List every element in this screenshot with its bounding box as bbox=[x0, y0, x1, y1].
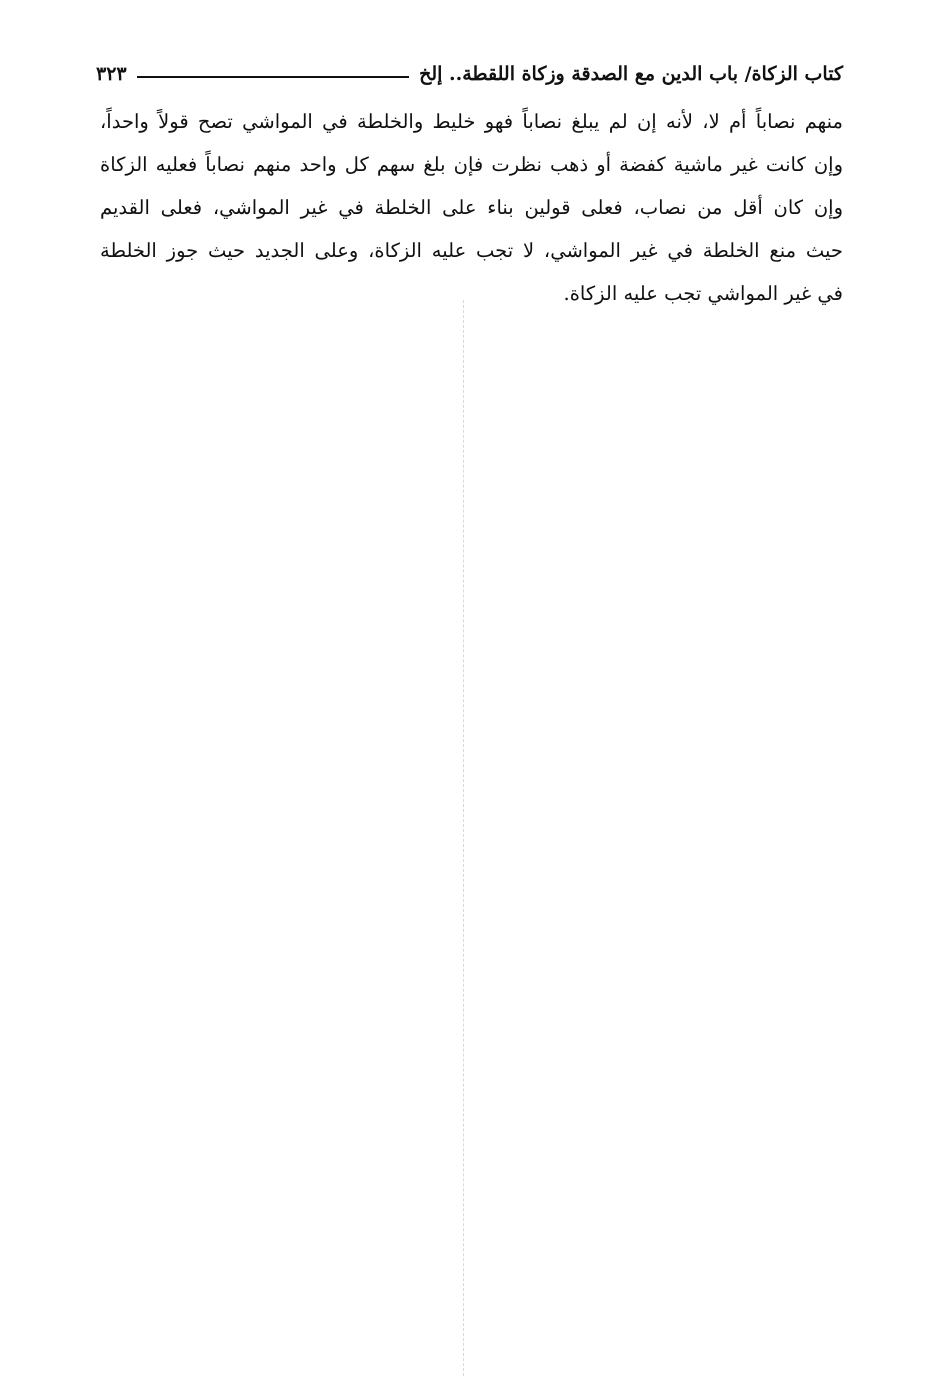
scan-fold-line bbox=[463, 300, 464, 1376]
text-line: وإن كان أقل من نصاب، فعلى قولين بناء على الخلطة في غير المواشي، فعلى القديم bbox=[100, 196, 843, 219]
text-line: حيث منع الخلطة في غير المواشي، لا تجب عليه الزكاة، وعلى الجديد حيث جوز الخلطة bbox=[100, 239, 843, 262]
page-number: ٣٢٣ bbox=[96, 63, 127, 85]
running-title: كتاب الزكاة/ باب الدين مع الصدقة وزكاة اللقطة.. إلخ bbox=[419, 63, 843, 85]
page-header bbox=[96, 58, 843, 90]
text-line: وإن كانت غير ماشية كفضة أو ذهب نظرت فإن بلغ سهم كل واحد منهم نصاباً فعليه الزكاة bbox=[100, 153, 843, 176]
body-text bbox=[100, 100, 843, 315]
text-line-last: في غير المواشي تجب عليه الزكاة. bbox=[563, 282, 843, 305]
header-rule bbox=[137, 76, 409, 78]
text-line: منهم نصاباً أم لا، لأنه إن لم يبلغ نصاباً فهو خليط والخلطة في المواشي تصح قولاً واحداً، bbox=[100, 110, 843, 133]
